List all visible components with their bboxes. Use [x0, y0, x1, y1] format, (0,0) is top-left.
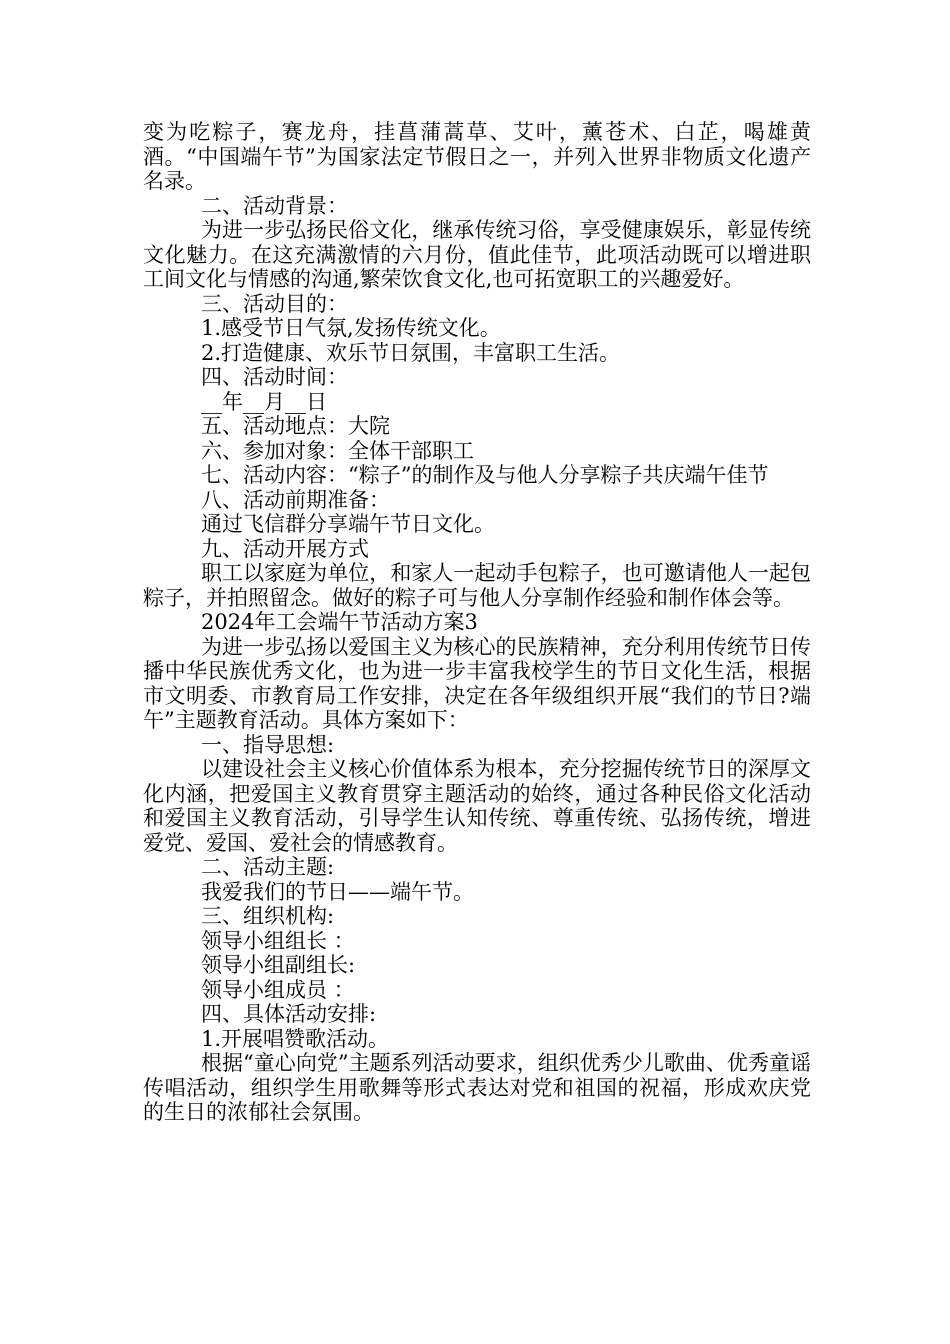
- paragraph-preparation: 通过飞信群分享端午节日文化。: [201, 512, 495, 536]
- paragraph-1: 变为吃粽子，赛龙舟，挂菖蒲蒿草、艾叶，薰苍术、白芷，喝雄黄酒。“中国端午节”为国家法定节假日之一，并列入世界非物质文化遗产名录。: [143, 120, 811, 193]
- paragraph-method: 职工以家庭为单位，和家人一起动手包粽子，也可邀请他人一起包粽子，并拍照留念。做好的粽子可与他人分享制作经验和制作体会等。: [143, 561, 811, 610]
- section-heading-organization: 三、组织机构:: [201, 904, 335, 928]
- section-location: 五、活动地点：大院: [201, 414, 390, 438]
- paragraph-arrangement-1: 根据“童心向党”主题系列活动要求，组织优秀少儿歌曲、优秀童谣传唱活动，组织学生用歌舞等形式表达对党和祖国的祝福，形成欢庆党的生日的浓郁社会氛围。: [143, 1051, 811, 1124]
- section-heading-method: 九、活动开展方式: [201, 536, 369, 561]
- org-leader: 领导小组组长 ：: [201, 928, 355, 953]
- plan-title-3: 2024年工会端午节活动方案3: [201, 610, 478, 634]
- section-heading-preparation: 八、活动前期准备：: [201, 487, 390, 512]
- list-item-arrangement-1: 1.开展唱赞歌活动。: [201, 1026, 390, 1051]
- date-placeholder: __年__月__日: [201, 389, 327, 414]
- org-deputy-leader: 领导小组副组长:: [201, 953, 356, 977]
- paragraph-plan-intro: 为进一步弘扬以爱国主义为核心的民族精神，充分利用传统节日传播中华民族优秀文化，也为进一步丰富我校学生的节日文化生活，根据市文明委、市教育局工作安排，决定在各年级组织开展“我们的节日?端午”主题教育活动。具体方案如下：: [143, 634, 811, 732]
- paragraph-theme: 我爱我们的节日——端午节。: [201, 879, 474, 904]
- section-heading-theme: 二、活动主题:: [201, 855, 335, 879]
- section-participants: 六、参加对象：全体干部职工: [201, 438, 474, 463]
- section-heading-time: 四、活动时间：: [201, 365, 348, 389]
- paragraph-background: 为进一步弘扬民俗文化，继承传统习俗，享受健康娱乐，彰显传统文化魅力。在这充满激情的六月份，值此佳节，此项活动既可以增进职工间文化与情感的沟通,繁荣饮食文化,也可拓宽职工的兴趣爱好。: [143, 218, 811, 291]
- list-item-purpose-1: 1.感受节日气氛,发扬传统文化。: [201, 316, 501, 340]
- section-heading-arrangements: 四、具体活动安排:: [201, 1002, 377, 1026]
- section-heading-purpose: 三、活动目的：: [201, 291, 348, 316]
- paragraph-guiding-thought: 以建设社会主义核心价值体系为根本，充分挖掘传统节日的深厚文化内涵，把爱国主义教育贯穿主题活动的始终，通过各种民俗文化活动和爱国主义教育活动，引导学生认知传统、尊重传统、弘扬传统，增进爱党、爱国、爱社会的情感教育。: [143, 757, 811, 855]
- document-body: [143, 120, 811, 1125]
- section-heading-background: 二、活动背景：: [201, 193, 348, 218]
- section-content: 七、活动内容：“粽子”的制作及与他人分享粽子共庆端午佳节: [201, 463, 769, 487]
- list-item-purpose-2: 2.打造健康、欢乐节日氛围，丰富职工生活。: [201, 340, 621, 365]
- org-members: 领导小组成员 ：: [201, 977, 355, 1002]
- section-heading-guiding-thought: 一、指导思想:: [201, 732, 335, 757]
